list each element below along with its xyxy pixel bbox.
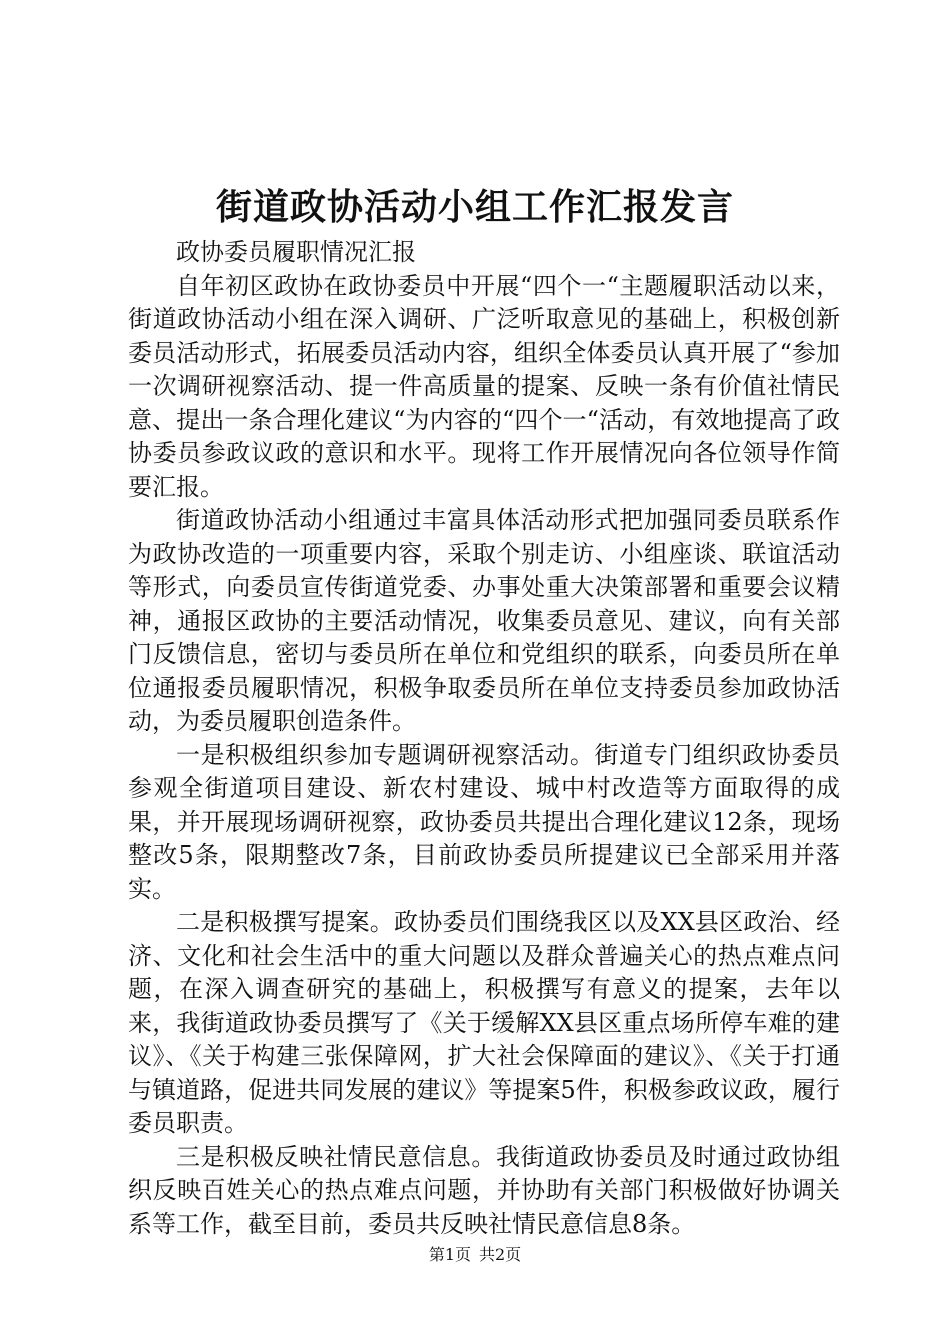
paragraph-proposals: 二是积极撰写提案。政协委员们围绕我区以及XX县区政治、经济、文化和社会生活中的重大问题以及群众普遍关心的热点难点问题，在深入调查研究的基础上，积极撰写有意义的提案，去年以来，我街道政协委员撰写了《关于缓解XX县区重点场所停车难的建议》、《关于构建三张保障网，扩大社会保障面的建议》、《关于打通与镇道路，促进共同发展的建议》等提案5件，积极参政议政，履行委员职责。 — [128, 908, 840, 1137]
page-title: 街道政协活动小组工作汇报发言 — [215, 186, 734, 228]
paragraph-public-opinion: 三是积极反映社情民意信息。我街道政协委员及时通过政协组织反映百姓关心的热点难点问题，并协助有关部门积极做好协调关系等工作，截至目前，委员共反映社情民意信息8条。 — [128, 1142, 840, 1238]
paragraph-contact: 街道政协活动小组通过丰富具体活动形式把加强同委员联系作为政协改造的一项重要内容，采取个别走访、小组座谈、联谊活动等形式，向委员宣传街道党委、办事处重大决策部署和重要会议精神，通报区政协的主要活动情况，收集委员意见、建议，向有关部门反馈信息，密切与委员所在单位和党组织的联系，向委员所在单位通报委员履职情况，积极争取委员所在单位支持委员参加政协活动，为委员履职创造条件。 — [128, 506, 840, 735]
page-number: 第1页 — [428, 1245, 471, 1264]
paragraph-intro: 自年初区政协在政协委员中开展“四个一“主题履职活动以来，街道政协活动小组在深入调研、广泛听取意见的基础上，积极创新委员活动形式，拓展委员活动内容，组织全体委员认真开展了“参加一次调研视察活动、提一件高质量的提案、反映一条有价值社情民意、提出一条合理化建议“为内容的“四个一“活动，有效地提高了政协委员参政议政的意识和水平。现将工作开展情况向各位领导作简要汇报。 — [128, 271, 840, 501]
paragraph-survey: 一是积极组织参加专题调研视察活动。街道专门组织政协委员参观全街道项目建设、新农村建设、城中村改造等方面取得的成果，并开展现场调研视察，政协委员共提出合理化建议12条，现场整改5条，限期整改7条，目前政协委员所提建议已全部采用并落实。 — [128, 740, 840, 903]
document-body — [128, 236, 840, 1241]
page-footer — [0, 1244, 950, 1266]
page-total: 共2页 — [479, 1245, 522, 1264]
document-subtitle: 政协委员履职情况汇报 — [176, 238, 416, 266]
